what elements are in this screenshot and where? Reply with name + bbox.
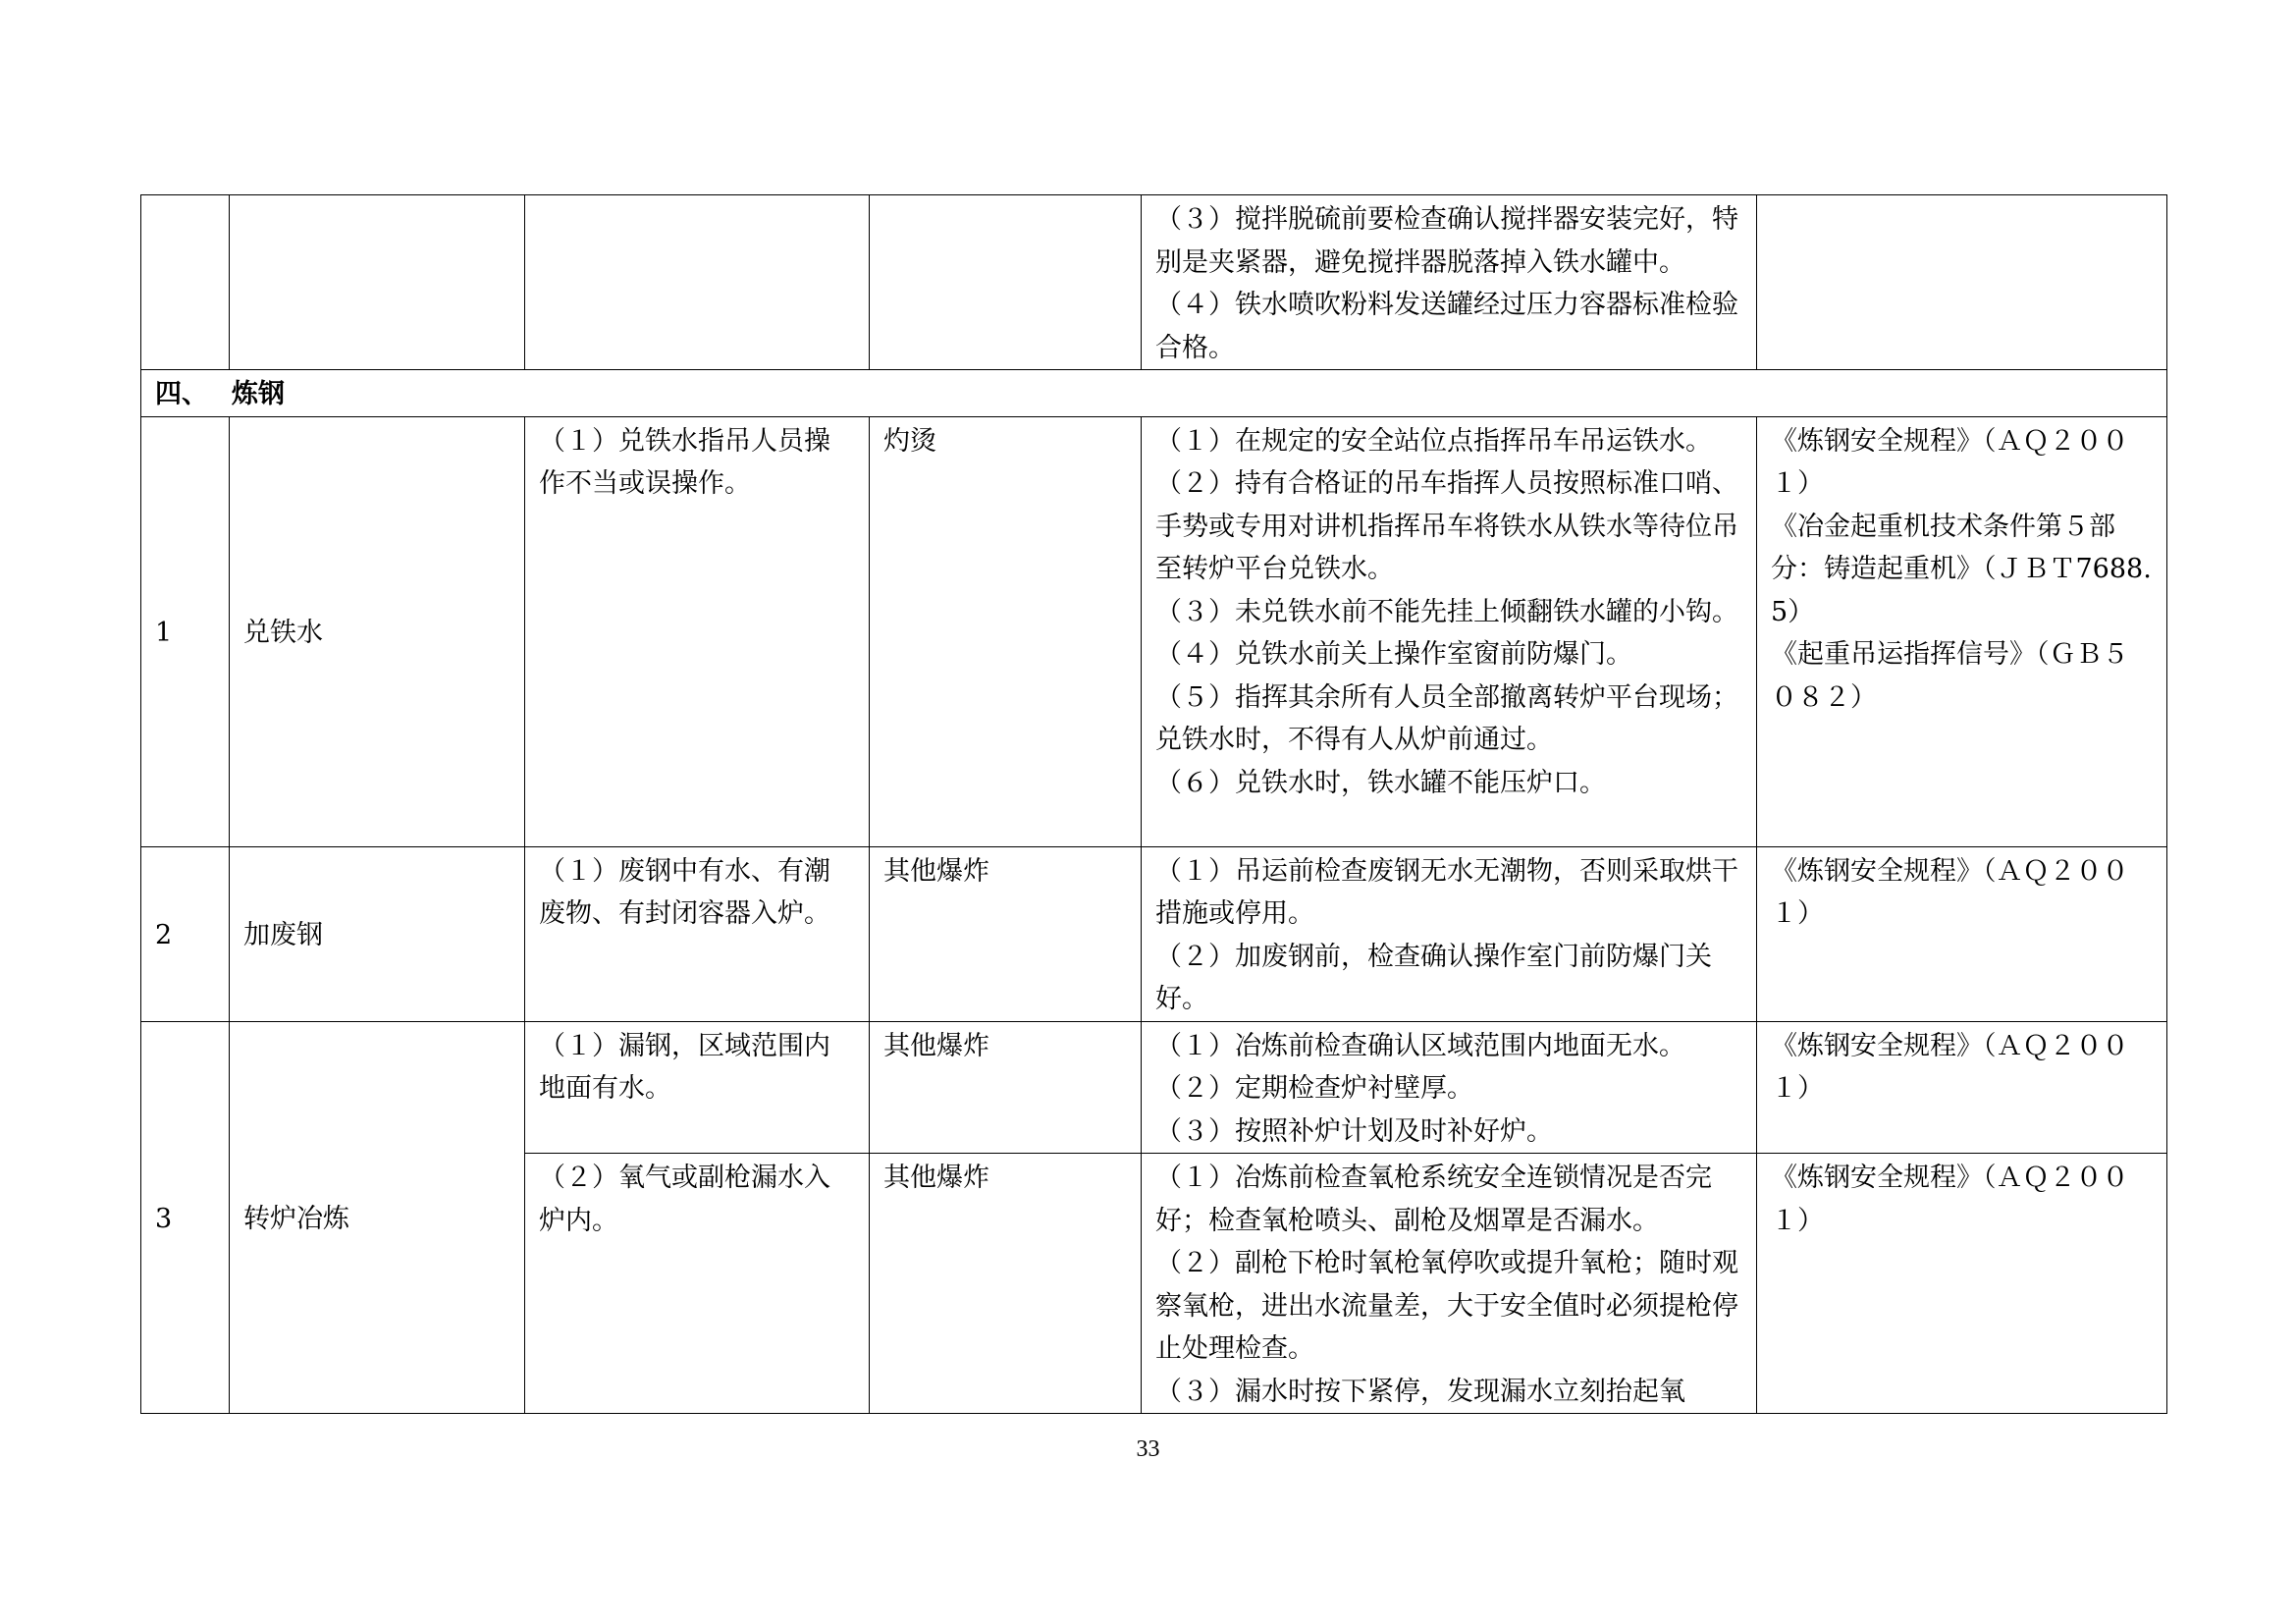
basis-item: 《炼钢安全规程》（ＡＱ２００１） <box>1771 1030 2129 1104</box>
measure-item: （１）在规定的安全站位点指挥吊车吊运铁水。 <box>1155 425 1712 457</box>
section-number: 四、 <box>155 379 208 409</box>
index-cell: 3 <box>141 1021 230 1414</box>
basis-cell <box>1757 195 2167 370</box>
measures-cell <box>1142 195 1757 370</box>
index-cell: 2 <box>141 846 230 1021</box>
measure-item: （４）铁水喷吹粉料发送罐经过压力容器标准检验合格。 <box>1155 290 1738 363</box>
measure-item: （２）副枪下枪时氧枪氧停吹或提升氧枪；随时观察氧枪，进出水流量差，大于安全值时必须提枪停止处理检查。 <box>1155 1248 1738 1364</box>
accident-type-cell: 其他爆炸 <box>870 1021 1142 1154</box>
index-cell <box>141 195 230 370</box>
operation-cell: 兑铁水 <box>230 416 525 846</box>
measures-cell <box>1142 416 1757 846</box>
basis-cell <box>1757 1021 2167 1154</box>
accident-type-cell: 灼烫 <box>870 416 1142 846</box>
basis-cell <box>1757 416 2167 846</box>
section-header-row <box>141 370 2167 417</box>
index-cell: 1 <box>141 416 230 846</box>
cause-cell: （２）氧气或副枪漏水入炉内。 <box>525 1154 870 1414</box>
measure-item: （３）按照补炉计划及时补好炉。 <box>1155 1115 1553 1147</box>
operation-cell: 转炉冶炼 <box>230 1021 525 1414</box>
basis-item: 《炼钢安全规程》（ＡＱ２００１） <box>1771 425 2129 499</box>
accident-type-cell: 其他爆炸 <box>870 846 1142 1021</box>
measure-item: （２）持有合格证的吊车指挥人员按照标准口哨、手势或专用对讲机指挥吊车将铁水从铁水等待位吊至转炉平台兑铁水。 <box>1155 468 1738 584</box>
basis-item: 《冶金起重机技术条件第５部分：铸造起重机》（ＪＢＴ7688.5） <box>1771 511 2152 627</box>
table-row <box>141 1021 2167 1154</box>
accident-type-cell: 其他爆炸 <box>870 1154 1142 1414</box>
table-row <box>141 416 2167 846</box>
operation-cell <box>230 195 525 370</box>
measure-item: （１）冶炼前检查氧枪系统安全连锁情况是否完好；检查氧枪喷头、副枪及烟罩是否漏水。 <box>1155 1163 1712 1236</box>
measure-item: （３）漏水时按下紧停，发现漏水立刻抬起氧 <box>1155 1376 1685 1407</box>
measure-item: （３）未兑铁水前不能先挂上倾翻铁水罐的小钩。 <box>1155 596 1738 627</box>
basis-item: 《起重吊运指挥信号》（ＧＢ５０８２） <box>1771 639 2129 713</box>
measure-item: （１）冶炼前检查确认区域范围内地面无水。 <box>1155 1030 1685 1061</box>
cause-cell: （１）废钢中有水、有潮废物、有封闭容器入炉。 <box>525 846 870 1021</box>
measure-item: （４）兑铁水前关上操作室窗前防爆门。 <box>1155 639 1632 670</box>
measures-cell <box>1142 1154 1757 1414</box>
page-number: 33 <box>1136 1436 1160 1462</box>
section-heading <box>141 370 2167 417</box>
basis-cell <box>1757 846 2167 1021</box>
cause-cell: （１）漏钢，区域范围内地面有水。 <box>525 1021 870 1154</box>
basis-item: 《炼钢安全规程》（ＡＱ２００１） <box>1771 1163 2129 1236</box>
measure-item: （３）搅拌脱硫前要检查确认搅拌器安装完好，特别是夹紧器，避免搅拌器脱落掉入铁水罐中。 <box>1155 204 1738 278</box>
accident-type-cell <box>870 195 1142 370</box>
safety-measures-table <box>140 194 2167 1414</box>
cause-cell: （１）兑铁水指吊人员操作不当或误操作。 <box>525 416 870 846</box>
measure-item: （５）指挥其余所有人员全部撤离转炉平台现场；兑铁水时，不得有人从炉前通过。 <box>1155 681 1738 755</box>
operation-cell: 加废钢 <box>230 846 525 1021</box>
table-row <box>141 846 2167 1021</box>
measure-item: （２）定期检查炉衬壁厚。 <box>1155 1073 1473 1104</box>
measure-item: （６）兑铁水时，铁水罐不能压炉口。 <box>1155 767 1606 798</box>
basis-cell <box>1757 1154 2167 1414</box>
basis-item: 《炼钢安全规程》（ＡＱ２００１） <box>1771 855 2129 929</box>
measure-item: （２）加废钢前，检查确认操作室门前防爆门关好。 <box>1155 941 1712 1014</box>
measure-item: （１）吊运前检查废钢无水无潮物，否则采取烘干措施或停用。 <box>1155 855 1738 929</box>
section-title: 炼钢 <box>232 379 285 409</box>
cause-cell <box>525 195 870 370</box>
measures-cell <box>1142 846 1757 1021</box>
table-row <box>141 195 2167 370</box>
measures-cell <box>1142 1021 1757 1154</box>
